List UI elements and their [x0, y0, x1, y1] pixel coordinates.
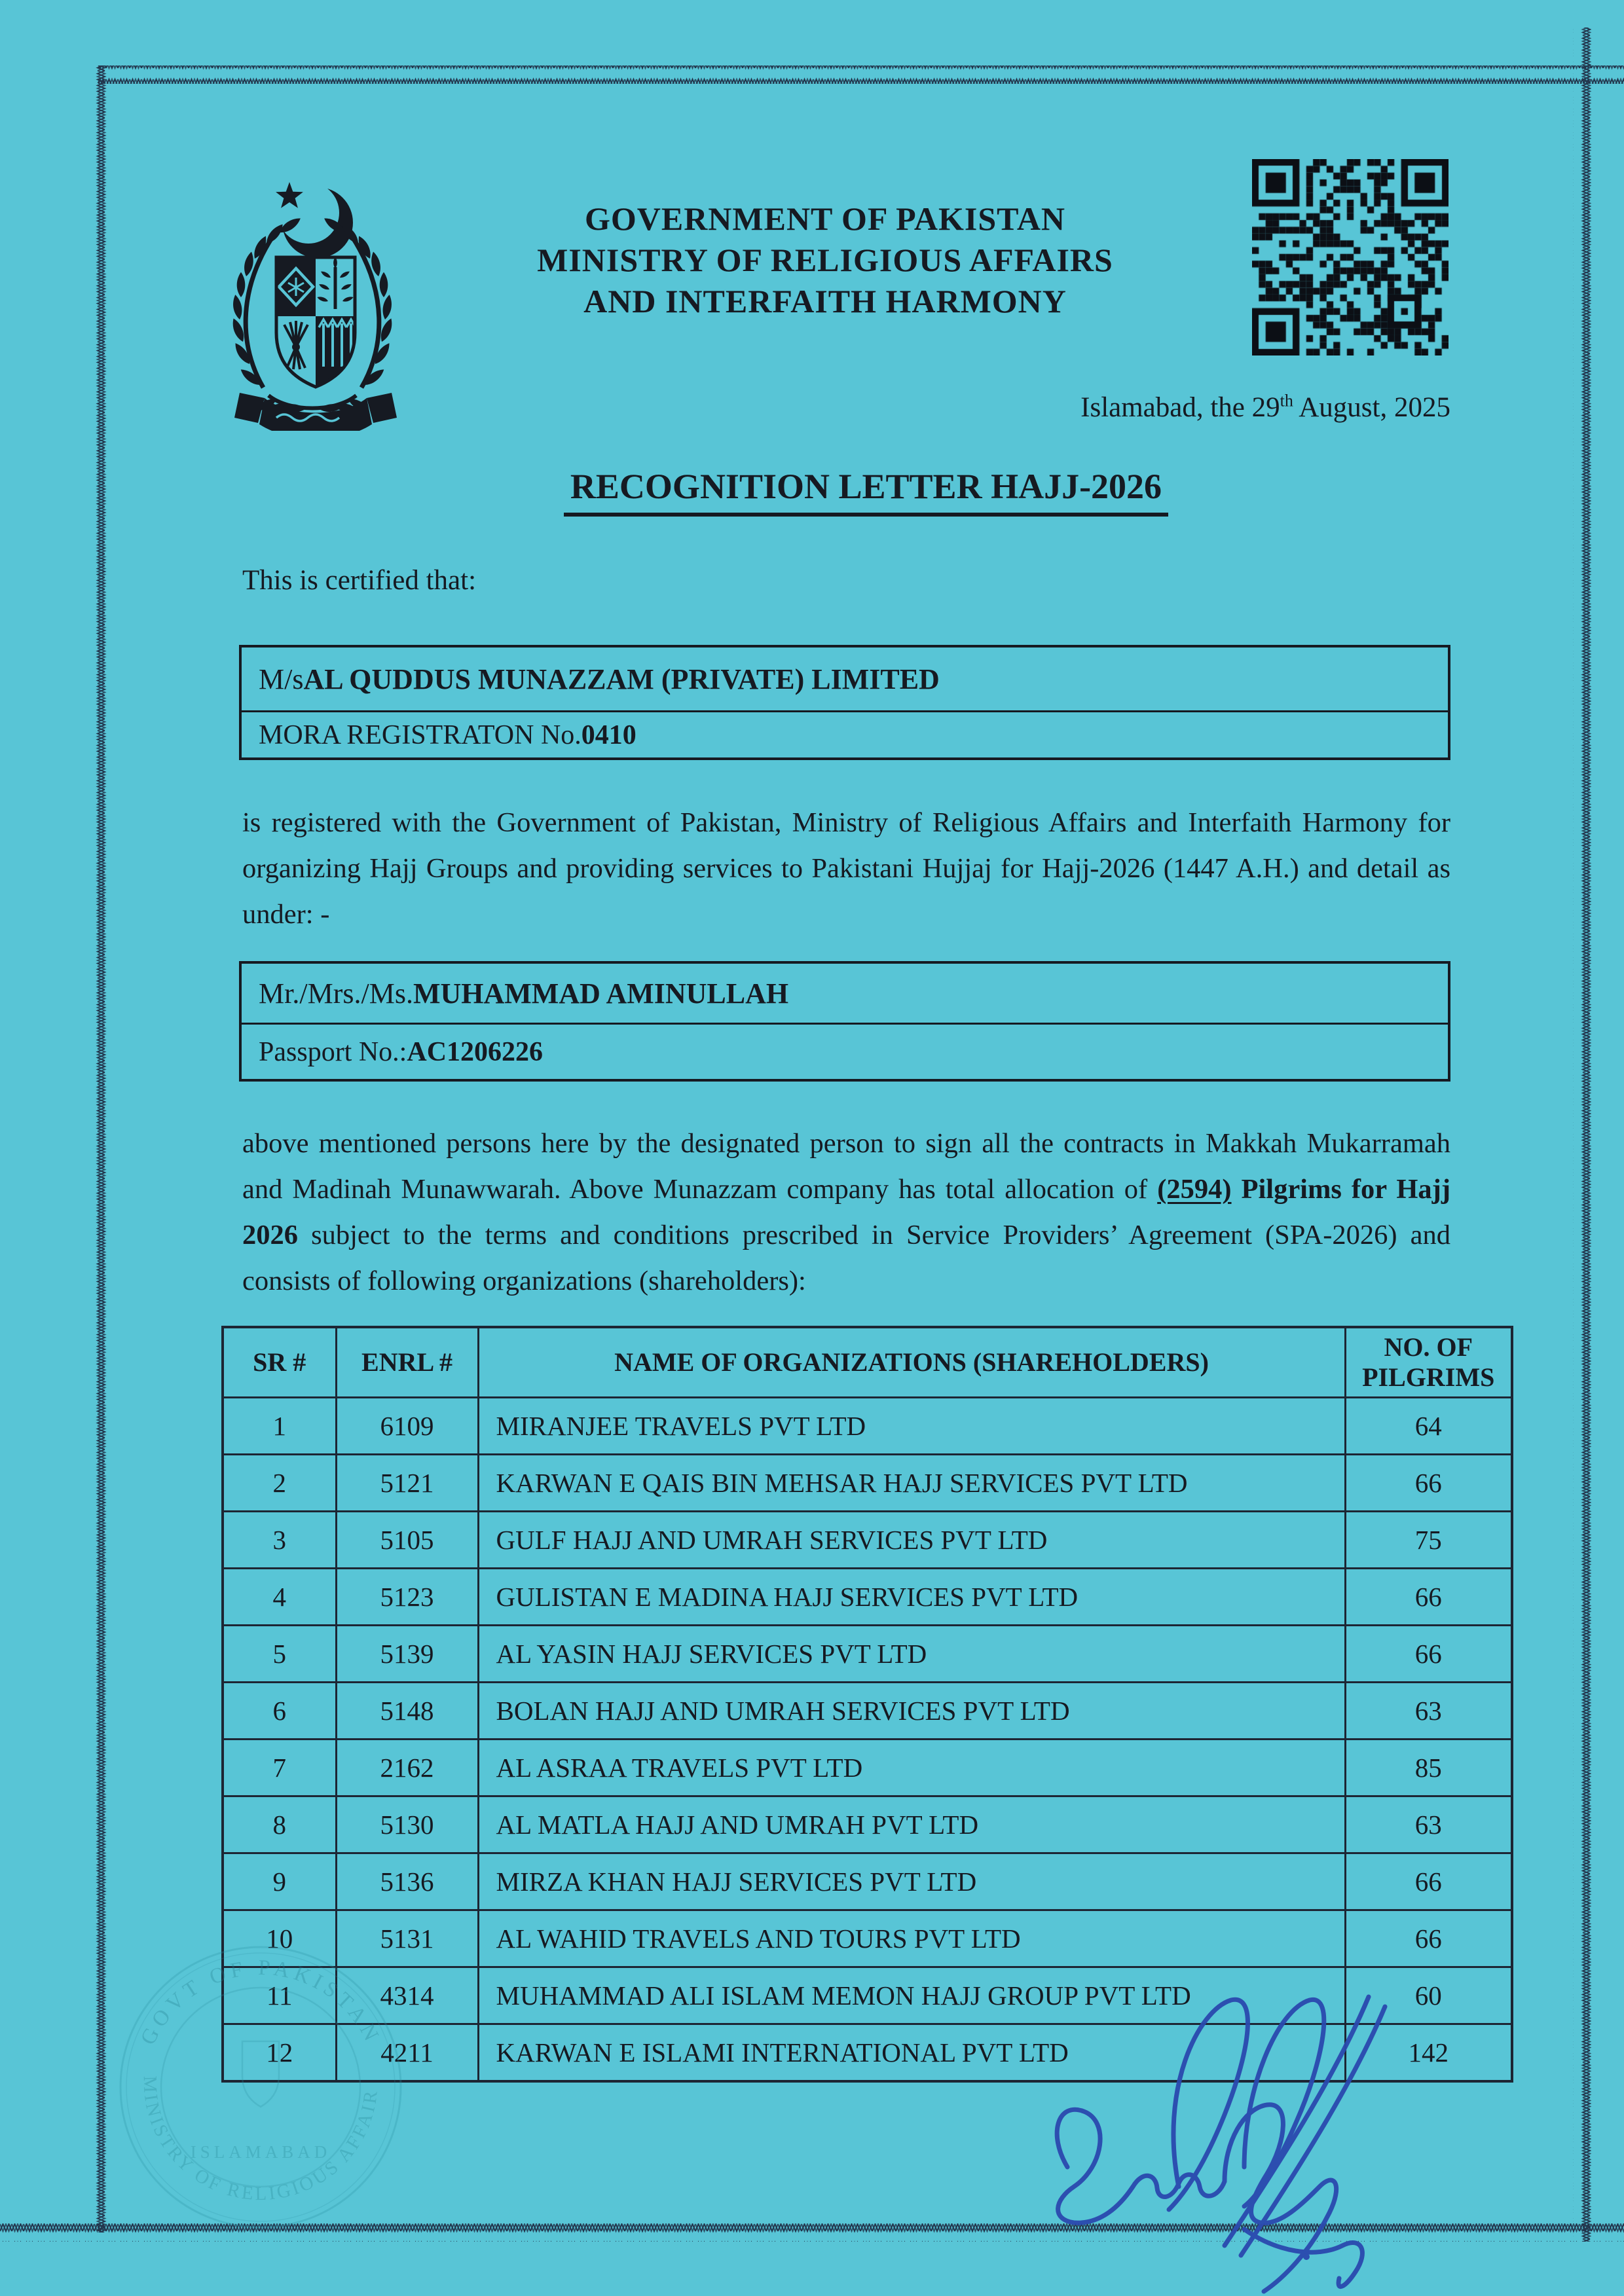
- cell-sr: 9: [223, 1853, 336, 1910]
- cell-sr: 12: [223, 2024, 336, 2081]
- seal-arc-bottom-text: MINISTRY OF RELIGIOUS AFFAIRS: [139, 2071, 382, 2205]
- cell-pilgrims: 63: [1345, 1796, 1512, 1853]
- document-title-text: RECOGNITION LETTER HAJJ-2026: [564, 467, 1168, 517]
- cell-org-name: GULF HAJJ AND UMRAH SERVICES PVT LTD: [478, 1512, 1345, 1569]
- cell-org-name: GULISTAN E MADINA HAJJ SERVICES PVT LTD: [478, 1569, 1345, 1626]
- company-box: [239, 645, 1450, 760]
- letterhead: [406, 198, 1244, 322]
- table-row: [223, 1569, 1512, 1626]
- table-header: [223, 1327, 1512, 1398]
- cell-enrl: 5130: [336, 1796, 478, 1853]
- cell-sr: 7: [223, 1740, 336, 1796]
- cell-sr: 2: [223, 1455, 336, 1512]
- cell-pilgrims: 64: [1345, 1398, 1512, 1455]
- seal-center-text: ISLAMABAD: [190, 2142, 331, 2162]
- cell-org-name: KARWAN E QAIS BIN MEHSAR HAJJ SERVICES PVT LTD: [478, 1455, 1345, 1512]
- registration-number: 0410: [581, 720, 637, 750]
- certify-line: This is certified that:: [242, 565, 477, 596]
- zigzag-border-bottom: [0, 2223, 1624, 2242]
- cell-enrl: 5131: [336, 1910, 478, 1967]
- cell-sr: 8: [223, 1796, 336, 1853]
- cell-pilgrims: 66: [1345, 1569, 1512, 1626]
- zigzag-border-left: [93, 65, 111, 2232]
- passport-row: [242, 1023, 1448, 1079]
- table-row: [223, 1796, 1512, 1853]
- zigzag-border-top: [98, 65, 1624, 84]
- person-name: MUHAMMAD AMINULLAH: [413, 977, 789, 1010]
- cell-enrl: 5136: [336, 1853, 478, 1910]
- cell-pilgrims: 66: [1345, 1910, 1512, 1967]
- cell-enrl: 5123: [336, 1569, 478, 1626]
- cell-pilgrims: 63: [1345, 1683, 1512, 1740]
- cell-pilgrims: 60: [1345, 1967, 1512, 2024]
- cell-pilgrims: 142: [1345, 2024, 1512, 2081]
- cell-sr: 10: [223, 1910, 336, 1967]
- table-body: [223, 1398, 1512, 2081]
- cell-org-name: BOLAN HAJJ AND UMRAH SERVICES PVT LTD: [478, 1683, 1345, 1740]
- cell-sr: 3: [223, 1512, 336, 1569]
- passport-label: Passport No.:: [259, 1036, 407, 1067]
- passport-number: AC1206226: [407, 1036, 544, 1067]
- cell-org-name: AL WAHID TRAVELS AND TOURS PVT LTD: [478, 1910, 1345, 1967]
- cell-pilgrims: 75: [1345, 1512, 1512, 1569]
- cell-org-name: MIRANJEE TRAVELS PVT LTD: [478, 1398, 1345, 1455]
- cell-enrl: 4211: [336, 2024, 478, 2081]
- allocation-text-1: above mentioned persons here by the designated person to sign all the contracts in Makkah Mukarramah and Madinah Munawwarah. Above Munazzam company has total allocation of: [242, 1128, 1450, 1205]
- header-sr: SR #: [223, 1327, 336, 1398]
- cell-sr: 5: [223, 1626, 336, 1683]
- cell-pilgrims: 66: [1345, 1455, 1512, 1512]
- cell-sr: 6: [223, 1683, 336, 1740]
- shareholders-table: [221, 1326, 1513, 2083]
- allocation-count: (2594): [1157, 1174, 1232, 1205]
- date-prefix: Islamabad, the 29: [1080, 392, 1280, 423]
- letterhead-line-1: GOVERNMENT OF PAKISTAN: [584, 200, 1066, 237]
- cell-enrl: 5148: [336, 1683, 478, 1740]
- header-pilgrims: NO. OF PILGRIMS: [1345, 1327, 1512, 1398]
- allocation-text-3: subject to the terms and conditions prescribed in Service Providers’ Agreement (SPA-2026) and consists of following organizations (shareholders):: [242, 1220, 1450, 1296]
- person-salutation: Mr./Mrs./Ms.: [259, 977, 413, 1010]
- table-row: [223, 2024, 1512, 2081]
- table-row: [223, 1512, 1512, 1569]
- qr-code: [1252, 159, 1449, 355]
- cell-enrl: 5139: [336, 1626, 478, 1683]
- table-row: [223, 1853, 1512, 1910]
- letterhead-line-2: MINISTRY OF RELIGIOUS AFFAIRS: [537, 242, 1113, 278]
- cell-enrl: 5105: [336, 1512, 478, 1569]
- cell-pilgrims: 66: [1345, 1626, 1512, 1683]
- table-row: [223, 1626, 1512, 1683]
- cell-org-name: MIRZA KHAN HAJJ SERVICES PVT LTD: [478, 1853, 1345, 1910]
- date-ordinal: th: [1280, 391, 1293, 410]
- allocation-paragraph: [242, 1121, 1450, 1304]
- person-name-row: [242, 964, 1448, 1023]
- cell-org-name: KARWAN E ISLAMI INTERNATIONAL PVT LTD: [478, 2024, 1345, 2081]
- cell-sr: 4: [223, 1569, 336, 1626]
- cell-enrl: 2162: [336, 1740, 478, 1796]
- seal-arc-top-text: GOVT OF PAKISTAN: [136, 1956, 385, 2049]
- cell-org-name: AL MATLA HAJJ AND UMRAH PVT LTD: [478, 1796, 1345, 1853]
- cell-org-name: MUHAMMAD ALI ISLAM MEMON HAJJ GROUP PVT LTD: [478, 1967, 1345, 2024]
- table-row: [223, 1967, 1512, 2024]
- letterhead-line-3: AND INTERFAITH HARMONY: [583, 283, 1067, 319]
- registration-row: [242, 710, 1448, 757]
- zigzag-border-right: [1573, 27, 1591, 2242]
- registration-paragraph: is registered with the Government of Pakistan, Ministry of Religious Affairs and Interfaith Harmony for organizing Hajj Groups and providing services to Pakistani Hujjaj for Hajj-2026 (1447 A.H.) and detail as under: -: [242, 807, 1450, 930]
- cell-sr: 1: [223, 1398, 336, 1455]
- table-row: [223, 1455, 1512, 1512]
- allocation-text-2: Pilgrims for Hajj 2026: [242, 1174, 1450, 1250]
- table-row: [223, 1740, 1512, 1796]
- table-row: [223, 1398, 1512, 1455]
- cell-sr: 11: [223, 1967, 336, 2024]
- date-line: [242, 392, 1450, 424]
- cell-org-name: AL YASIN HAJJ SERVICES PVT LTD: [478, 1626, 1345, 1683]
- cell-pilgrims: 85: [1345, 1740, 1512, 1796]
- table-row: [223, 1910, 1512, 1967]
- company-name-row: [242, 647, 1448, 710]
- cell-enrl: 6109: [336, 1398, 478, 1455]
- date-suffix: August, 2025: [1293, 392, 1450, 423]
- cell-enrl: 5121: [336, 1455, 478, 1512]
- document-title: [221, 466, 1511, 507]
- cell-pilgrims: 66: [1345, 1853, 1512, 1910]
- company-name: AL QUDDUS MUNAZZAM (PRIVATE) LIMITED: [303, 663, 940, 695]
- table-header-row: [223, 1327, 1512, 1398]
- registration-label: MORA REGISTRATON No.: [259, 720, 581, 750]
- cell-enrl: 4314: [336, 1967, 478, 2024]
- company-prefix: M/s: [259, 663, 304, 695]
- person-box: [239, 961, 1450, 1082]
- header-org-name: NAME OF ORGANIZATIONS (SHAREHOLDERS): [478, 1327, 1345, 1398]
- header-enrl: ENRL #: [336, 1327, 478, 1398]
- cell-org-name: AL ASRAA TRAVELS PVT LTD: [478, 1740, 1345, 1796]
- table-row: [223, 1683, 1512, 1740]
